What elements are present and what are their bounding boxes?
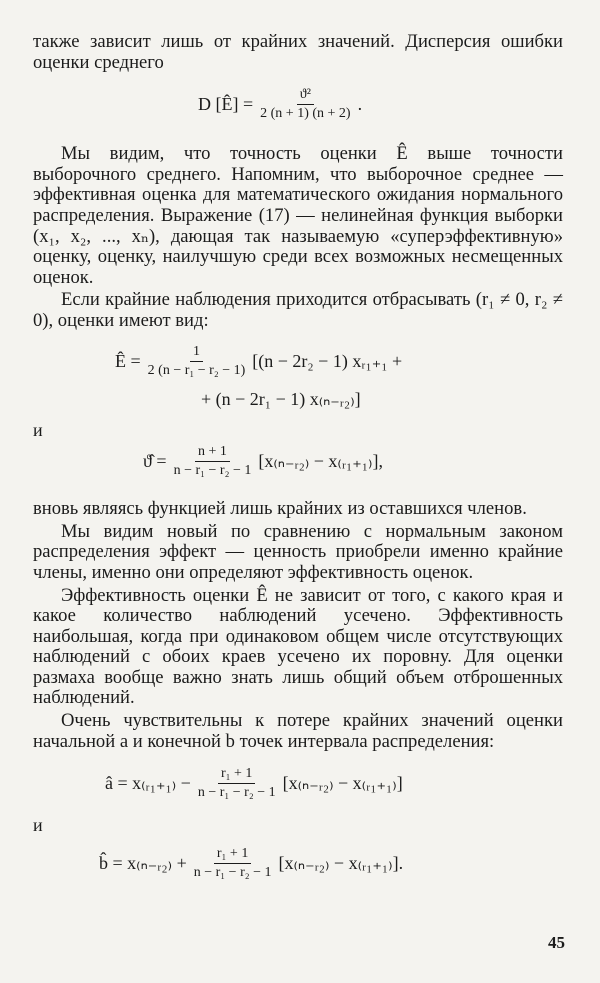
formula-e-hat-fraction: [145, 344, 249, 379]
paragraph-1: также зависит лишь от крайних значений. Дисперсия ошибки оценки среднего: [33, 31, 563, 73]
formula-e-hat-denominator: 2 (n − r₁ − r₂ − 1): [147, 362, 246, 378]
formula-b-hat-fraction: [191, 846, 275, 881]
formula-e-hat-lhs: Ê =: [115, 350, 141, 371]
formula-theta-hat-denominator: n − r₁ − r₂ − 1: [173, 463, 252, 479]
conjunction-and-2: и: [33, 815, 43, 836]
formula-b-hat-numerator: r₁ + 1: [214, 846, 251, 864]
formula-theta-hat-fraction: [171, 444, 255, 479]
formula-variance-fraction: [257, 87, 353, 122]
formula-b-hat-denominator: n − r₁ − r₂ − 1: [193, 864, 272, 880]
formula-b-hat-lhs: b̂ = x₍ₙ₋ᵣ₂₎ +: [99, 852, 187, 873]
formula-e-hat-numerator: 1: [190, 344, 203, 362]
paragraph-5: Мы видим новый по сравнению с нормальным законом распределения эффект — ценность приобрели именно крайние члены, именно они определяют эффективность оценок.: [33, 520, 563, 583]
formula-e-hat-line1: [115, 344, 563, 379]
formula-variance-denominator: 2 (n + 1) (n + 2): [260, 106, 351, 122]
formula-theta-hat: [143, 444, 563, 479]
formula-theta-hat-lhs: ϑ̂ =: [143, 451, 167, 472]
formula-theta-hat-numerator: n + 1: [195, 444, 230, 462]
formula-a-hat-fraction: [195, 766, 279, 801]
page-number: 45: [548, 933, 565, 952]
formula-variance-end: .: [357, 94, 363, 115]
formula-a-hat: [105, 766, 563, 801]
conjunction-and-1: и: [33, 419, 43, 440]
formula-a-hat-numerator: r₁ + 1: [218, 766, 255, 784]
paragraph-4: вновь являясь функцией лишь крайних из оставшихся членов.: [33, 498, 527, 520]
book-page: [33, 24, 563, 881]
formula-theta-hat-rest: [x₍ₙ₋ᵣ₂₎ − x₍ᵣ₁₊₁₎],: [258, 451, 383, 472]
formula-b-hat-rest: [x₍ₙ₋ᵣ₂₎ − x₍ᵣ₁₊₁₎].: [278, 852, 404, 873]
formula-b-hat: [99, 846, 563, 881]
formula-e-hat-rest: [(n − 2r₂ − 1) xᵣ₁₊₁ +: [252, 350, 403, 371]
paragraph-7: Очень чувствительны к потере крайних значений оценки начальной a и конечной b точек интервала распределения:: [33, 710, 563, 752]
formula-a-hat-denominator: n − r₁ − r₂ − 1: [197, 785, 276, 801]
formula-e-hat-line2: [201, 389, 563, 410]
formula-e-hat-continuation: + (n − 2r₁ − 1) x₍ₙ₋ᵣ₂₎]: [201, 388, 361, 409]
formula-variance-lhs: D [Ê] =: [198, 94, 254, 115]
paragraph-6: Эффективность оценки Ê не зависит от того, с какого края и какое количество наблюдений усечено. Эффективность наибольшая, когда при одинаковом общем числе отсутствующих наблюдений с обоих краев усечено их поровну. Для оценки размаха вообще важно знать лишь общий объем отброшенных наблюдений.: [33, 584, 563, 709]
formula-variance: [198, 87, 563, 122]
paragraph-2: Мы видим, что точность оценки Ê выше точности выборочного среднего. Напомним, что выборочное среднее — эффективная оценка для математического ожидания нормального распределения. Выражение (17) — нелинейная функция выборки (x₁, x₂, ..., xₙ), дающая так называемую «суперэффективную» оценку, оценку, наилучшую среди всех возможных несмещенных оценок.: [33, 143, 563, 288]
formula-variance-numerator: ϑ²: [297, 87, 314, 105]
formula-a-hat-lhs: â = x₍ᵣ₁₊₁₎ −: [105, 773, 191, 794]
formula-a-hat-rest: [x₍ₙ₋ᵣ₂₎ − x₍ᵣ₁₊₁₎]: [282, 773, 403, 794]
paragraph-3: Если крайние наблюдения приходится отбрасывать (r₁ ≠ 0, r₂ ≠ 0), оценки имеют вид:: [33, 289, 563, 331]
